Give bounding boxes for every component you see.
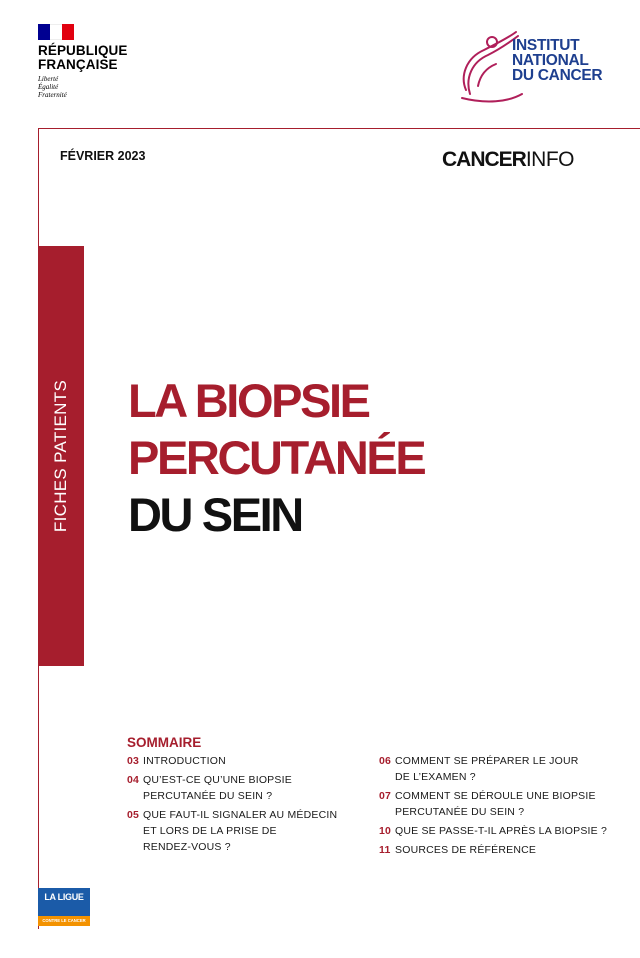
republique-francaise-logo [38,24,128,99]
toc-item: 03 INTRODUCTION [127,755,226,767]
republique-motto: Liberté Égalité Fraternité [38,75,67,99]
cover-title [128,372,424,543]
cancer-info-logo: CANCERINFO [442,148,575,171]
title-line-2: PERCUTANÉE [128,431,425,484]
institut-national-du-cancer-logo [456,28,616,106]
sommaire-heading: SOMMAIRE [127,735,202,750]
toc-right-column [379,753,619,861]
toc-item: 11 SOURCES DE RÉFÉRENCE [379,844,537,856]
side-band-label: FICHES PATIENTS [51,379,70,533]
republique-name: RÉPUBLIQUE FRANÇAISE [38,43,128,72]
toc-item: 05 QUE FAUT-IL SIGNALER AU MÉDECIN ET LORS DE LA PRISE DE RENDEZ-VOUS ? [127,809,338,853]
toc-item: 07 COMMENT SE DÉROULE UNE BIOPSIE PERCUTANÉE DU SEIN ? [379,790,596,818]
toc-item: 06 COMMENT SE PRÉPARER LE JOUR DE L’EXAMEN ? [379,755,579,783]
title-line-1: LA BIOPSIE [128,374,369,427]
toc-item: 04 QU’EST-CE QU’UNE BIOPSIE PERCUTANÉE DU SEIN ? [127,774,292,802]
la-ligue-logo: LA LIGUE CONTRE LE CANCER [38,888,90,916]
inca-wordmark: INSTITUT NATIONAL DU CANCER [512,37,603,84]
side-band [38,246,84,666]
title-line-3: DU SEIN [128,488,302,541]
publication-date: FÉVRIER 2023 [60,149,146,163]
french-flag-icon [38,24,74,40]
toc-left-column [127,753,367,858]
toc-item: 10 QUE SE PASSE-T-IL APRÈS LA BIOPSIE ? [379,825,608,837]
